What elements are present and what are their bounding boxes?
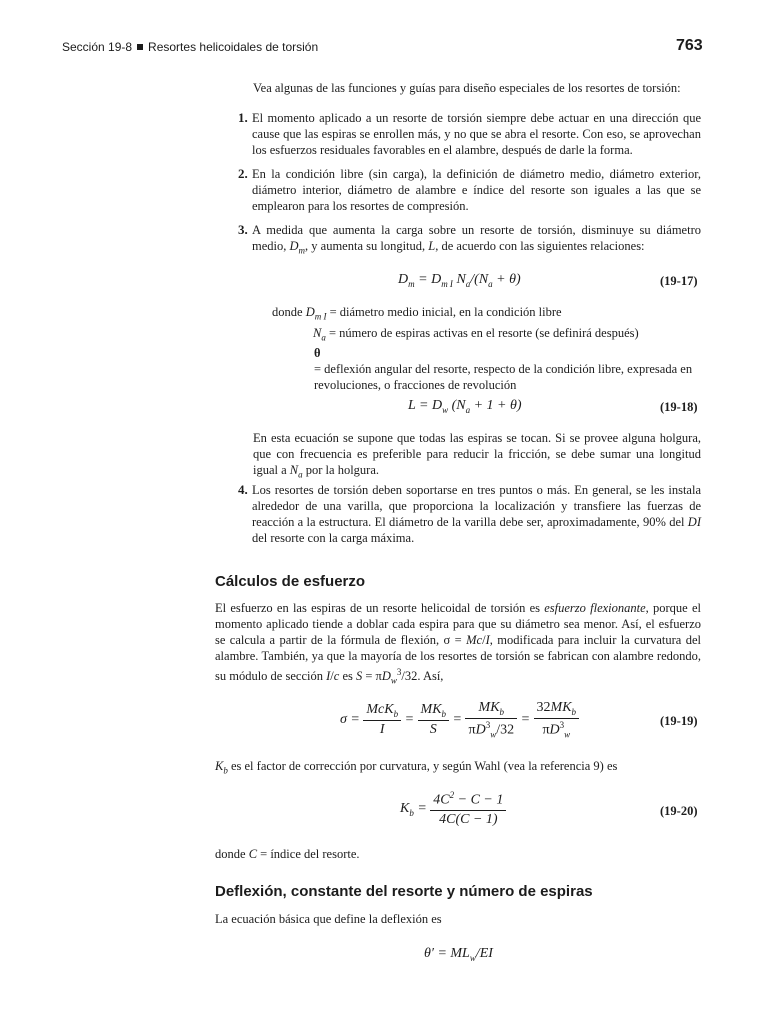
equation-deflection: $\theta' = ML_w/EI$ (424, 946, 493, 963)
equation-note: En esta ecuación se supone que todas las espiras se tocan. Si se provee alguna holgura, que con frecuencia es preferible para reducir la fricción, se debe sumar una longitud igual a $N_a$ por la holgura. (253, 431, 701, 480)
list-item (238, 110, 701, 158)
stress-paragraph: El esfuerzo en las espiras de un resorte helicoidal de torsión es esfuerzo flexionante, porque el momento aplicado tiende a doblar cada espira para que su diámetro sea menor. Así, el esfuerzo se calcula a partir de la fórmula de flexión, σ = Mc/I, modificada para incluir la curvatura del alambre. También, ya que la mayoría de los resortes de torsión se fabrican con alambre redondo, su módulo de sección I/c es $S = \pi D_w^3/32$. Así, (215, 601, 701, 686)
equation-19-20: $K_b$ = $\frac{4C^2 - C - 1}{4C(C - 1)}$ (400, 790, 506, 828)
equation-19-19: σ = $\frac{McK_b}{I}$ = $\frac{MK_b}{S}$ = $\frac{MK_b}{\pi D^3_w/32}$ = $\frac{32MK_b}{\pi D^3_w}$ (340, 700, 579, 739)
where-line: donde $D_{m I}$ = diámetro medio inicial, en la condición libre (272, 305, 562, 322)
equation-number: (19-18) (660, 400, 698, 414)
list-item-text: Los resortes de torsión deben soportarse en tres puntos o más. En general, se les instala alrededor de una varilla, que proporciona la localización y transfiere las fuerzas de reacción a la estructura. El diámetro de la varilla debe ser, aproximadamente, 90% del DI del resorte con la carga máxima. (252, 483, 701, 545)
running-header (62, 40, 318, 54)
list-item-text: A medida que aumenta la carga sobre un resorte de torsión, disminuye su diámetro medio, $D_m$, y aumenta su longitud, L, de acuerdo con las siguientes relaciones: (252, 223, 701, 256)
section-heading: Deflexión, constante del resorte y número de espiras (215, 883, 593, 900)
section-heading: Cálculos de esfuerzo (215, 573, 366, 590)
list-item-text: El momento aplicado a un resorte de torsión siempre debe actuar en una dirección que cause que las espiras se enrollen más, y no que se abra el resorte. Con eso, se aprovechan los esfuerzos residuales favorables en el alambre, después de darle la forma. (252, 111, 701, 157)
where-c: donde C = índice del resorte. (215, 847, 360, 861)
page-number: 763 (676, 37, 703, 54)
list-item-text: En la condición libre (sin carga), la definición de diámetro medio, diámetro exterior, diámetro interior, diámetro de alambre e índice del resorte son iguales a las que se emplearon para los resortes de compresión. (252, 167, 701, 213)
deflection-paragraph: La ecuación básica que define la deflexión es (215, 912, 442, 926)
where-line: θ = deflexión angular del resorte, respecto de la condición libre, expresada en revoluciones, o fracciones de revolución (314, 346, 693, 392)
where-line: $N_a$ = número de espiras activas en el resorte (se definirá después) (313, 325, 639, 342)
equation-number: (19-17) (660, 274, 698, 288)
header-section: Sección 19-8 (62, 40, 133, 54)
list-item (238, 482, 701, 546)
bullet-square-icon (137, 44, 143, 50)
equation-19-17: $D_m = D_{m I}$ $N_a/(N_a + \theta)$ (398, 272, 521, 289)
equation-19-18: $L = D_w$ $(N_a + 1 + \theta)$ (408, 398, 522, 415)
equation-number: (19-19) (660, 714, 698, 728)
header-title: Resortes helicoidales de torsión (148, 40, 319, 54)
equation-number: (19-20) (660, 804, 698, 818)
list-item-number: 3. (238, 222, 248, 237)
list-item-number: 2. (238, 166, 248, 181)
list-item (238, 166, 701, 214)
list-item-number: 1. (238, 110, 248, 125)
kb-paragraph: $K_b$ es el factor de corrección por curvatura, y según Wahl (vea la referencia 9) es (215, 759, 618, 776)
list-item (238, 222, 701, 259)
where-block (272, 304, 702, 393)
intro-paragraph: Vea algunas de las funciones y guías para diseño especiales de los resortes de torsión: (253, 81, 681, 95)
list-item-number: 4. (238, 482, 248, 497)
